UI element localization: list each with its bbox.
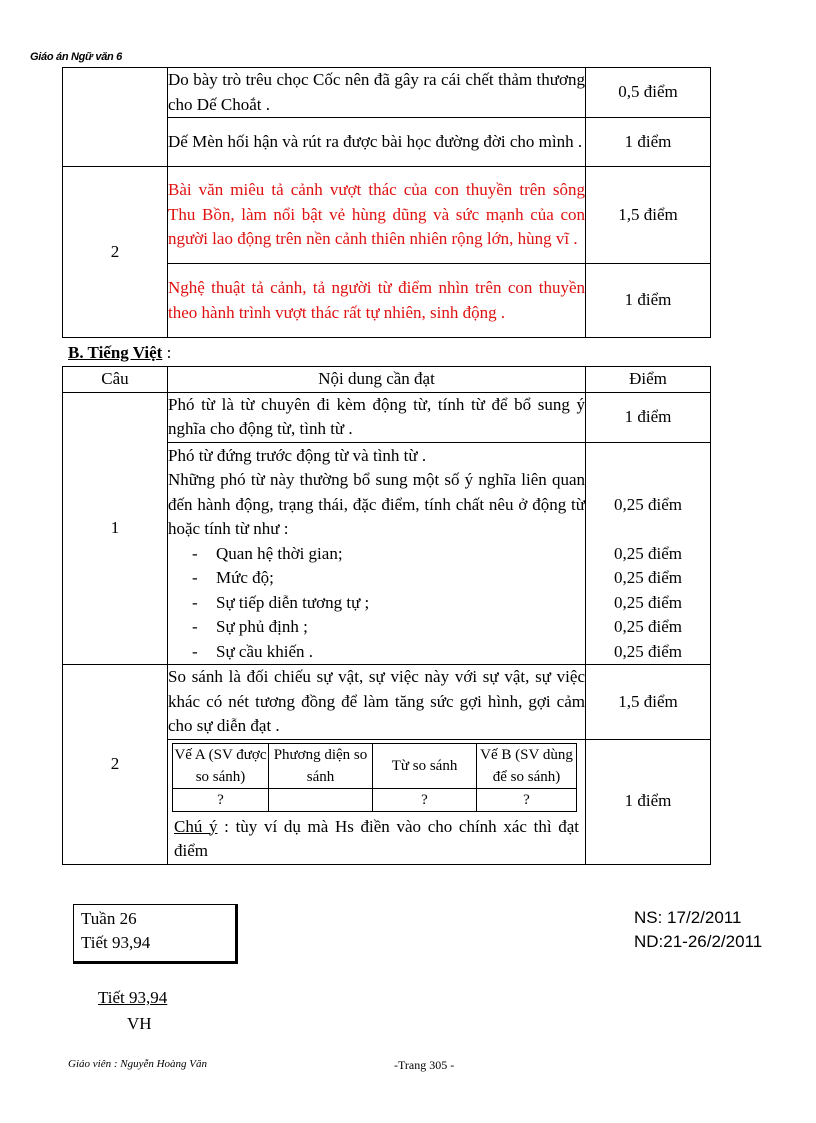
table-row: [63, 665, 711, 740]
list-item: - Sự phủ định ;: [192, 615, 585, 640]
points-cell: 1 điểm: [586, 118, 711, 167]
points-cell: 1,5 điểm: [586, 665, 711, 740]
points-cell: 1,5 điểm: [586, 167, 711, 264]
answer-line: Phó từ đứng trước động từ và tình từ .: [168, 445, 427, 465]
comparison-header-ve-b: Vế B (SV dùng để so sánh): [477, 743, 577, 788]
list-item: - Mức độ;: [192, 566, 585, 591]
note-label: Chú ý: [174, 816, 218, 836]
comparison-table: [172, 743, 577, 812]
comparison-header-phuong-dien: Phương diện so sánh: [269, 743, 373, 788]
nd-date: ND:21-26/2/2011: [634, 932, 763, 951]
points-list: [586, 442, 711, 665]
answer-text: Do bày trò trêu chọc Cốc nên đã gây ra cái chết thảm thương cho Dế Choắt .: [168, 68, 586, 118]
points-value: 0,25 điểm: [614, 543, 682, 563]
list-item: - Quan hệ thời gian;: [192, 542, 585, 567]
page-header-title: Giáo án Ngữ văn 6: [30, 51, 122, 63]
answer-text: Nghệ thuật tả cảnh, tả người từ điểm nhìn trên con thuyền theo hành trình vượt thác rất tự nhiên, sinh động .: [168, 264, 586, 338]
note-body: : tùy ví dụ mà Hs điền vào cho chính xác thì đạt điểm: [174, 816, 579, 860]
section-b-label: B. Tiếng Việt: [68, 343, 163, 362]
table-row: [63, 68, 711, 118]
comparison-block: [168, 739, 586, 864]
period-label: Tiết 93,94: [81, 933, 151, 952]
column-header-diem: Điểm: [586, 367, 711, 393]
column-header-cau: Câu: [63, 367, 168, 393]
comparison-header-tu-so-sanh: Từ so sánh: [373, 743, 477, 788]
comparison-cell: [269, 788, 373, 811]
table-row: [63, 392, 711, 442]
comparison-header-row: [173, 743, 577, 788]
section-b-colon: :: [162, 343, 172, 362]
section-a-table: [62, 67, 711, 338]
answer-text-block: [168, 442, 586, 665]
lesson-heading: [98, 985, 167, 1037]
answer-text: Bài văn miêu tả cảnh vượt thác của con thuyền trên sông Thu Bồn, làm nổi bật vẻ hùng dũng và sức mạnh của con người lao động trên nền cảnh thiên nhiên rộng lớn, hùng vĩ .: [168, 167, 586, 264]
meaning-list: [168, 542, 585, 665]
comparison-header-ve-a: Vế A (SV được so sánh): [173, 743, 269, 788]
question-number-cell: 2: [63, 665, 168, 865]
points-cell: 1 điểm: [586, 392, 711, 442]
table-row: [63, 167, 711, 264]
list-item: - Sự tiếp diễn tương tự ;: [192, 591, 585, 616]
comparison-cell: ?: [173, 788, 269, 811]
footer-page-number: -Trang 305 -: [394, 1058, 455, 1072]
question-number-cell: 2: [63, 167, 168, 338]
lesson-period: Tiết 93,94: [98, 988, 168, 1007]
answer-text: Những phó từ này thường bổ sung một số ý nghĩa liên quan đến hành động, trạng thái, đặc điểm, tính chất nêu ở động từ hoặc tính từ như :: [168, 470, 585, 538]
points-cell: 1 điểm: [586, 739, 711, 864]
footer-teacher: Giáo viên : Nguyễn Hoàng Văn: [68, 1058, 207, 1070]
answer-text: Dế Mèn hối hận và rút ra được bài học đường đời cho mình .: [168, 118, 586, 167]
points-value: 0,25 điểm: [614, 494, 682, 514]
comparison-cell: ?: [373, 788, 477, 811]
column-header-noidung: Nội dung cần đạt: [168, 367, 586, 393]
ns-date: NS: 17/2/2011: [634, 908, 742, 927]
points-cell: 0,5 điểm: [586, 68, 711, 118]
points-value: 0,25 điểm: [614, 592, 682, 612]
points-value: 0,25 điểm: [614, 568, 682, 587]
question-number-cell: [63, 68, 168, 167]
points-value: 0,25 điểm: [614, 617, 682, 636]
dates-block: [634, 906, 762, 954]
points-cell: 1 điểm: [586, 264, 711, 338]
note-text: [168, 815, 585, 864]
week-box: [73, 904, 238, 964]
lesson-subject: VH: [127, 1014, 152, 1033]
section-b-heading: [68, 343, 171, 363]
comparison-value-row: [173, 788, 577, 811]
answer-text: Phó từ là từ chuyên đi kèm động từ, tính từ để bổ sung ý nghĩa cho động từ, tình từ .: [168, 392, 586, 442]
comparison-cell: ?: [477, 788, 577, 811]
list-item: - Sự cầu khiến .: [192, 640, 585, 665]
week-label: Tuần 26: [81, 909, 137, 928]
section-b-table: [62, 366, 711, 865]
points-value: 0,25 điểm: [614, 641, 682, 661]
table-header-row: [63, 367, 711, 393]
question-number-cell: 1: [63, 392, 168, 665]
answer-text: So sánh là đối chiếu sự vật, sự việc này với sự vật, sự việc khác có nét tương đồng để làm tăng sức gợi hình, gợi cảm cho sự diễn đạt .: [168, 665, 586, 740]
